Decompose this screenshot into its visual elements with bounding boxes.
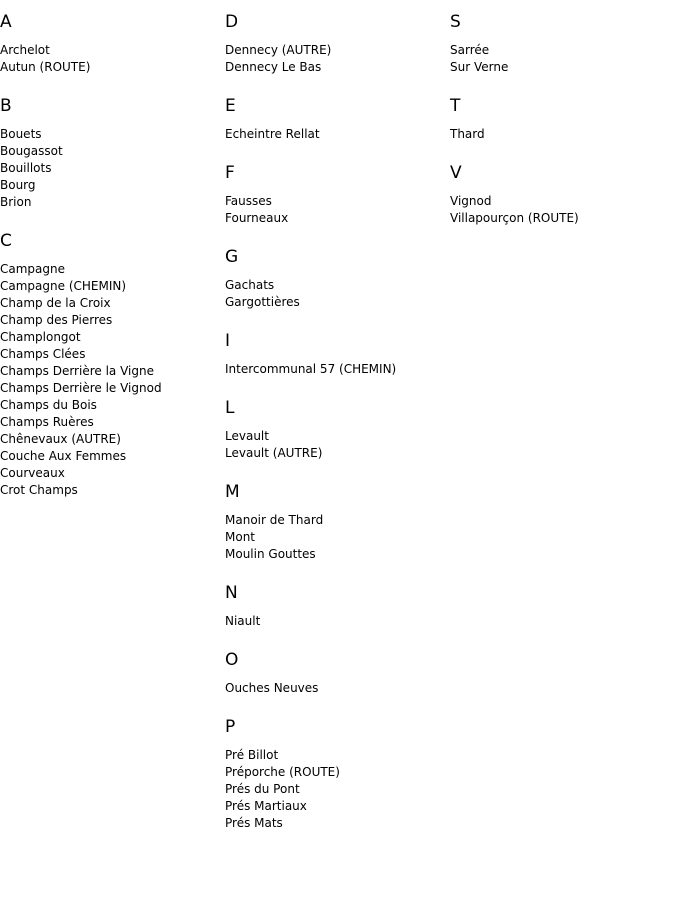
letter-heading: P [225, 717, 236, 737]
letter-heading: N [225, 583, 238, 603]
letter-heading: C [0, 231, 12, 251]
letter-group [225, 96, 450, 143]
place-name-item[interactable]: Bourg [0, 178, 36, 192]
letter-group [450, 12, 675, 76]
place-name-item[interactable]: Ouches Neuves [225, 681, 319, 695]
place-name-item[interactable]: Bougassot [0, 144, 63, 158]
letter-heading: E [225, 96, 236, 116]
place-name-list [450, 126, 675, 143]
letter-heading: V [450, 163, 462, 183]
letter-group [225, 717, 450, 832]
letter-group [0, 231, 225, 499]
place-name-item[interactable]: Champs du Bois [0, 398, 97, 412]
place-name-list [0, 42, 225, 76]
place-name-item[interactable]: Dennecy Le Bas [225, 60, 322, 74]
place-name-list [225, 361, 450, 378]
place-name-item[interactable]: Mont [225, 530, 256, 544]
place-name-list [450, 42, 675, 76]
index-column [225, 0, 450, 852]
letter-group [0, 96, 225, 211]
place-name-item[interactable]: Pré Billot [225, 748, 279, 762]
place-name-item[interactable]: Levault [225, 429, 269, 443]
place-name-list [225, 512, 450, 563]
letter-heading: O [225, 650, 239, 670]
place-name-list [450, 193, 675, 227]
letter-heading: A [0, 12, 12, 32]
place-name-list [0, 126, 225, 211]
place-name-list [225, 747, 450, 832]
place-name-item[interactable]: Brion [0, 195, 32, 209]
place-name-item[interactable]: Intercommunal 57 (CHEMIN) [225, 362, 397, 376]
place-name-item[interactable]: Champ de la Croix [0, 296, 111, 310]
place-name-item[interactable]: Sur Verne [450, 60, 509, 74]
index-column [450, 0, 675, 247]
letter-group [450, 163, 675, 227]
place-name-item[interactable]: Préporche (ROUTE) [225, 765, 340, 779]
place-name-item[interactable]: Champs Clées [0, 347, 86, 361]
letter-group [225, 482, 450, 563]
place-name-list [225, 428, 450, 462]
place-name-item[interactable]: Champs Derrière le Vignod [0, 381, 162, 395]
place-name-item[interactable]: Couche Aux Femmes [0, 449, 127, 463]
place-name-item[interactable]: Bouillots [0, 161, 52, 175]
place-name-item[interactable]: Niault [225, 614, 261, 628]
place-name-item[interactable]: Bouets [0, 127, 42, 141]
letter-heading: G [225, 247, 239, 267]
place-name-item[interactable]: Champs Ruères [0, 415, 94, 429]
index-column [0, 0, 225, 519]
place-name-list [225, 680, 450, 697]
letter-group [225, 163, 450, 227]
letter-heading: L [225, 398, 235, 418]
letter-group [225, 650, 450, 697]
place-name-item[interactable]: Champlongot [0, 330, 81, 344]
place-name-item[interactable]: Gargottières [225, 295, 300, 309]
place-name-item[interactable]: Prés Mats [225, 816, 283, 830]
letter-heading: F [225, 163, 235, 183]
place-name-item[interactable]: Villapourçon (ROUTE) [450, 211, 579, 225]
place-name-item[interactable]: Sarrée [450, 43, 490, 57]
place-name-item[interactable]: Crot Champs [0, 483, 78, 497]
place-name-list [225, 42, 450, 76]
place-name-item[interactable]: Chênevaux (AUTRE) [0, 432, 121, 446]
place-name-item[interactable]: Fourneaux [225, 211, 289, 225]
place-name-item[interactable]: Levault (AUTRE) [225, 446, 323, 460]
letter-group [225, 583, 450, 630]
letter-group [225, 331, 450, 378]
place-name-item[interactable]: Archelot [0, 43, 50, 57]
place-name-item[interactable]: Manoir de Thard [225, 513, 324, 527]
place-name-item[interactable]: Prés du Pont [225, 782, 300, 796]
place-name-item[interactable]: Campagne (CHEMIN) [0, 279, 127, 293]
letter-group [225, 12, 450, 76]
letter-group [0, 12, 225, 76]
place-name-item[interactable]: Vignod [450, 194, 492, 208]
place-name-item[interactable]: Moulin Gouttes [225, 547, 316, 561]
place-name-item[interactable]: Gachats [225, 278, 275, 292]
letter-group [225, 398, 450, 462]
place-name-list [225, 613, 450, 630]
place-name-list [0, 261, 225, 499]
letter-heading: B [0, 96, 12, 116]
place-name-item[interactable]: Champ des Pierres [0, 313, 113, 327]
place-name-item[interactable]: Thard [450, 127, 485, 141]
place-name-item[interactable]: Courveaux [0, 466, 65, 480]
letter-group [450, 96, 675, 143]
place-name-item[interactable]: Autun (ROUTE) [0, 60, 91, 74]
place-name-item[interactable]: Fausses [225, 194, 272, 208]
letter-heading: S [450, 12, 461, 32]
place-name-list [225, 277, 450, 311]
place-name-item[interactable]: Prés Martiaux [225, 799, 307, 813]
place-name-item[interactable]: Campagne [0, 262, 65, 276]
letter-heading: T [450, 96, 461, 116]
place-name-list [225, 193, 450, 227]
letter-group [225, 247, 450, 311]
place-name-item[interactable]: Dennecy (AUTRE) [225, 43, 332, 57]
place-name-list [225, 126, 450, 143]
letter-heading: D [225, 12, 239, 32]
letter-heading: M [225, 482, 240, 502]
place-name-item[interactable]: Echeintre Rellat [225, 127, 320, 141]
letter-heading: I [225, 331, 231, 351]
place-name-item[interactable]: Champs Derrière la Vigne [0, 364, 154, 378]
